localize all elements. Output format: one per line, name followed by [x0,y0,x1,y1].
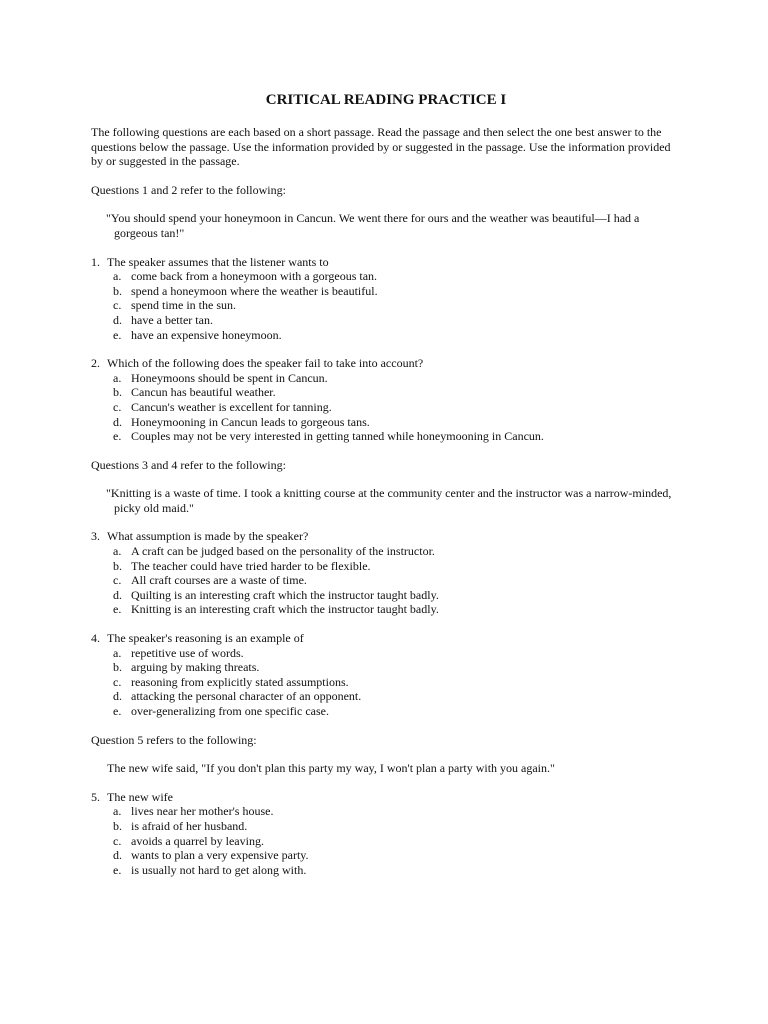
answer-choice [91,400,681,415]
question-text: The speaker's reasoning is an example of [107,631,304,646]
choice-letter: b. [113,818,122,833]
question-stem [91,356,681,371]
choice-letter: e. [113,704,122,718]
page-title: CRITICAL READING PRACTICE I [265,92,507,108]
choice-text: over-generalizing from one specific case. [131,704,329,718]
answer-choices [91,646,681,719]
choice-letter: e. [113,429,122,444]
question-2 [91,356,681,444]
question-number: 4. [91,631,100,646]
question-group-2 [91,458,681,719]
question-number: 2. [91,356,100,371]
answer-choice [91,371,681,386]
answer-choice [91,298,681,313]
choice-text: The teacher could have tried harder to be flexible. [131,558,371,573]
question-5 [91,790,681,878]
choice-text: reasoning from explicitly stated assumptions. [131,674,349,689]
choice-text: Honeymoons should be spent in Cancun. [131,370,328,385]
choice-text: A craft can be judged based on the personality of the instructor. [131,544,435,559]
answer-choice [91,429,681,444]
question-text: The speaker assumes that the listener wants to [107,254,329,269]
answer-choice [91,660,681,675]
choice-letter: c. [113,833,122,848]
question-group-3 [91,733,681,878]
answer-choice [91,689,681,704]
choice-text: is afraid of her husband. [131,818,248,833]
question-stem [91,790,681,805]
choice-text: Cancun has beautiful weather. [131,385,276,400]
choice-letter: d. [113,848,122,863]
choice-letter: b. [113,558,122,573]
question-3 [91,529,681,617]
choice-letter: d. [113,587,122,602]
answer-choice [91,863,681,878]
choice-text: is usually not hard to get along with. [131,862,307,877]
instructions-paragraph: The following questions are each based on a short passage. Read the passage and then select the one best answer to the questions below the passage. Use the information provided by or suggested in the passage. Use the information provided by or suggested in the passage. [91,125,671,169]
answer-choice [91,313,681,328]
answer-choice [91,588,681,603]
choice-text: avoids a quarrel by leaving. [131,833,264,848]
choice-letter: d. [113,689,122,704]
answer-choice [91,269,681,284]
answer-choice [91,385,681,400]
question-stem [91,631,681,646]
choice-letter: c. [113,674,122,689]
answer-choice [91,704,681,719]
choice-text: Couples may not be very interested in getting tanned while honeymooning in Cancun. [131,429,544,444]
choice-text: repetitive use of words. [131,645,244,660]
choice-text: Knitting is an interesting craft which the instructor taught badly. [131,602,439,617]
choice-text: Honeymooning in Cancun leads to gorgeous tans. [131,414,370,429]
group-setup-text: Questions 3 and 4 refer to the following: [91,457,286,472]
answer-choices [91,804,681,877]
question-number: 3. [91,529,100,544]
question-text: Which of the following does the speaker fail to take into account? [107,356,424,371]
answer-choice [91,573,681,588]
answer-choice [91,675,681,690]
question-text: What assumption is made by the speaker? [107,529,309,544]
question-stem [91,255,681,270]
question-group-1 [91,183,681,444]
choice-letter: b. [113,283,122,298]
choice-letter: a. [113,370,122,385]
choice-text: arguing by making threats. [131,660,260,675]
choice-letter: c. [113,399,122,414]
choice-text: come back from a honeymoon with a gorgeous tan. [131,269,378,284]
choice-text: have a better tan. [131,312,213,327]
choice-text: spend time in the sun. [131,298,236,313]
answer-choice [91,328,681,343]
answer-choices [91,269,681,342]
question-number: 5. [91,789,100,804]
choice-text: have an expensive honeymoon. [131,327,282,342]
question-number: 1. [91,254,100,269]
choice-text: Quilting is an interesting craft which the instructor taught badly. [131,587,439,602]
passage-quote: "You should spend your honeymoon in Cancun. We went there for ours and the weather was beautiful—I had a gorgeous tan!" [106,211,640,240]
passage-quote: The new wife said, "If you don't plan this party my way, I won't plan a party with you again." [107,761,555,776]
choice-letter: e. [113,602,122,617]
choice-letter: c. [113,298,122,313]
answer-choices [91,544,681,617]
group-setup-text: Question 5 refers to the following: [91,732,257,747]
question-4 [91,631,681,719]
choice-letter: a. [113,804,122,819]
choice-text: wants to plan a very expensive party. [131,848,309,863]
question-stem [91,529,681,544]
choice-letter: e. [113,327,122,342]
answer-choices [91,371,681,444]
answer-choice [91,602,681,617]
choice-letter: d. [113,312,122,327]
choice-letter: a. [113,645,122,660]
answer-choice [91,415,681,430]
worksheet-page [91,91,681,891]
question-1 [91,255,681,343]
choice-letter: c. [113,573,122,588]
choice-letter: a. [113,544,122,559]
group-setup-text: Questions 1 and 2 refer to the following: [91,182,286,197]
answer-choice [91,819,681,834]
choice-text: Cancun's weather is excellent for tanning. [131,399,332,414]
answer-choice [91,284,681,299]
answer-choice [91,804,681,819]
choice-text: spend a honeymoon where the weather is beautiful. [131,283,378,298]
choice-letter: b. [113,385,122,400]
choice-letter: a. [113,269,122,284]
choice-letter: e. [113,862,122,877]
choice-letter: d. [113,414,122,429]
answer-choice [91,559,681,574]
answer-choice [91,544,681,559]
choice-letter: b. [113,660,122,675]
answer-choice [91,834,681,849]
choice-text: All craft courses are a waste of time. [131,573,307,588]
choice-text: lives near her mother's house. [131,804,274,819]
answer-choice [91,848,681,863]
question-text: The new wife [107,789,173,804]
passage-quote: "Knitting is a waste of time. I took a knitting course at the community center and the instructor was a narrow-minded, picky old maid." [106,486,672,515]
choice-text: attacking the personal character of an opponent. [131,689,362,704]
answer-choice [91,646,681,661]
